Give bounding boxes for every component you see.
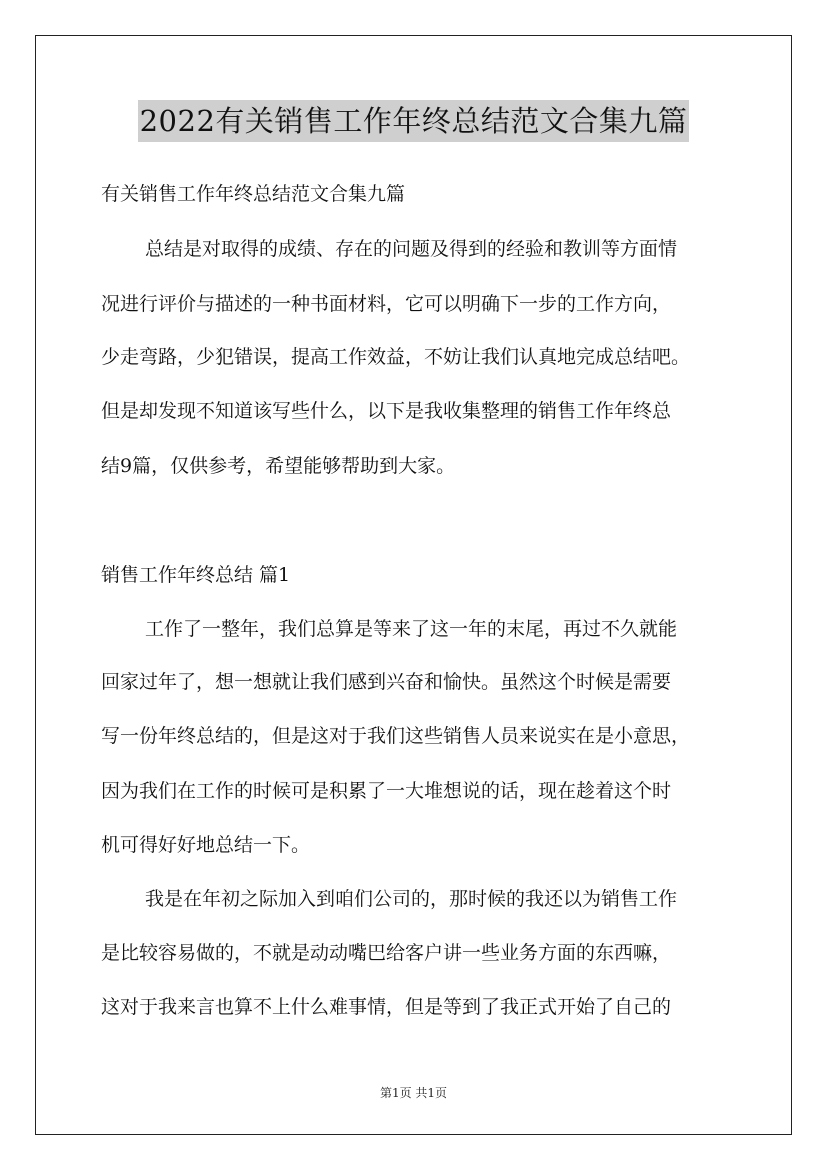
document-subtitle: 有关销售工作年终总结范文合集九篇 xyxy=(101,183,406,205)
para1-line-1: 工作了一整年，我们总算是等来了这一年的末尾，再过不久就能 xyxy=(145,618,678,640)
intro-line-4: 但是却发现不知道该写些什么，以下是我收集整理的销售工作年终总 xyxy=(101,400,672,422)
page-footer: 第1页 共1页 xyxy=(379,1086,448,1100)
title-container xyxy=(0,100,827,142)
para1-line-2: 回家过年了，想一想就让我们感到兴奋和愉快。虽然这个时候是需要 xyxy=(101,671,672,693)
section-heading: 销售工作年终总结 篇1 xyxy=(101,564,291,586)
intro-line-1: 总结是对取得的成绩、存在的问题及得到的经验和教训等方面情 xyxy=(145,238,678,260)
para1-line-3: 写一份年终总结的，但是这对于我们这些销售人员来说实在是小意思， xyxy=(101,725,691,747)
para1-line-4: 因为我们在工作的时候可是积累了一大堆想说的话，现在趁着这个时 xyxy=(101,780,672,802)
intro-line-5: 结9篇，仅供参考，希望能够帮助到大家。 xyxy=(101,455,456,477)
para2-line-1: 我是在年初之际加入到咱们公司的，那时候的我还以为销售工作 xyxy=(145,888,678,910)
para1-line-5: 机可得好好地总结一下。 xyxy=(101,834,311,856)
para2-line-3: 这对于我来言也算不上什么难事情，但是等到了我正式开始了自己的 xyxy=(101,996,672,1018)
para2-line-2: 是比较容易做的，不就是动动嘴巴给客户讲一些业务方面的东西嘛， xyxy=(101,942,672,964)
intro-line-3: 少走弯路，少犯错误，提高工作效益，不妨让我们认真地完成总结吧。 xyxy=(101,346,691,368)
intro-line-2: 况进行评价与描述的一种书面材料，它可以明确下一步的工作方向， xyxy=(101,293,672,315)
document-title: 2022有关销售工作年终总结范文合集九篇 xyxy=(138,100,690,142)
